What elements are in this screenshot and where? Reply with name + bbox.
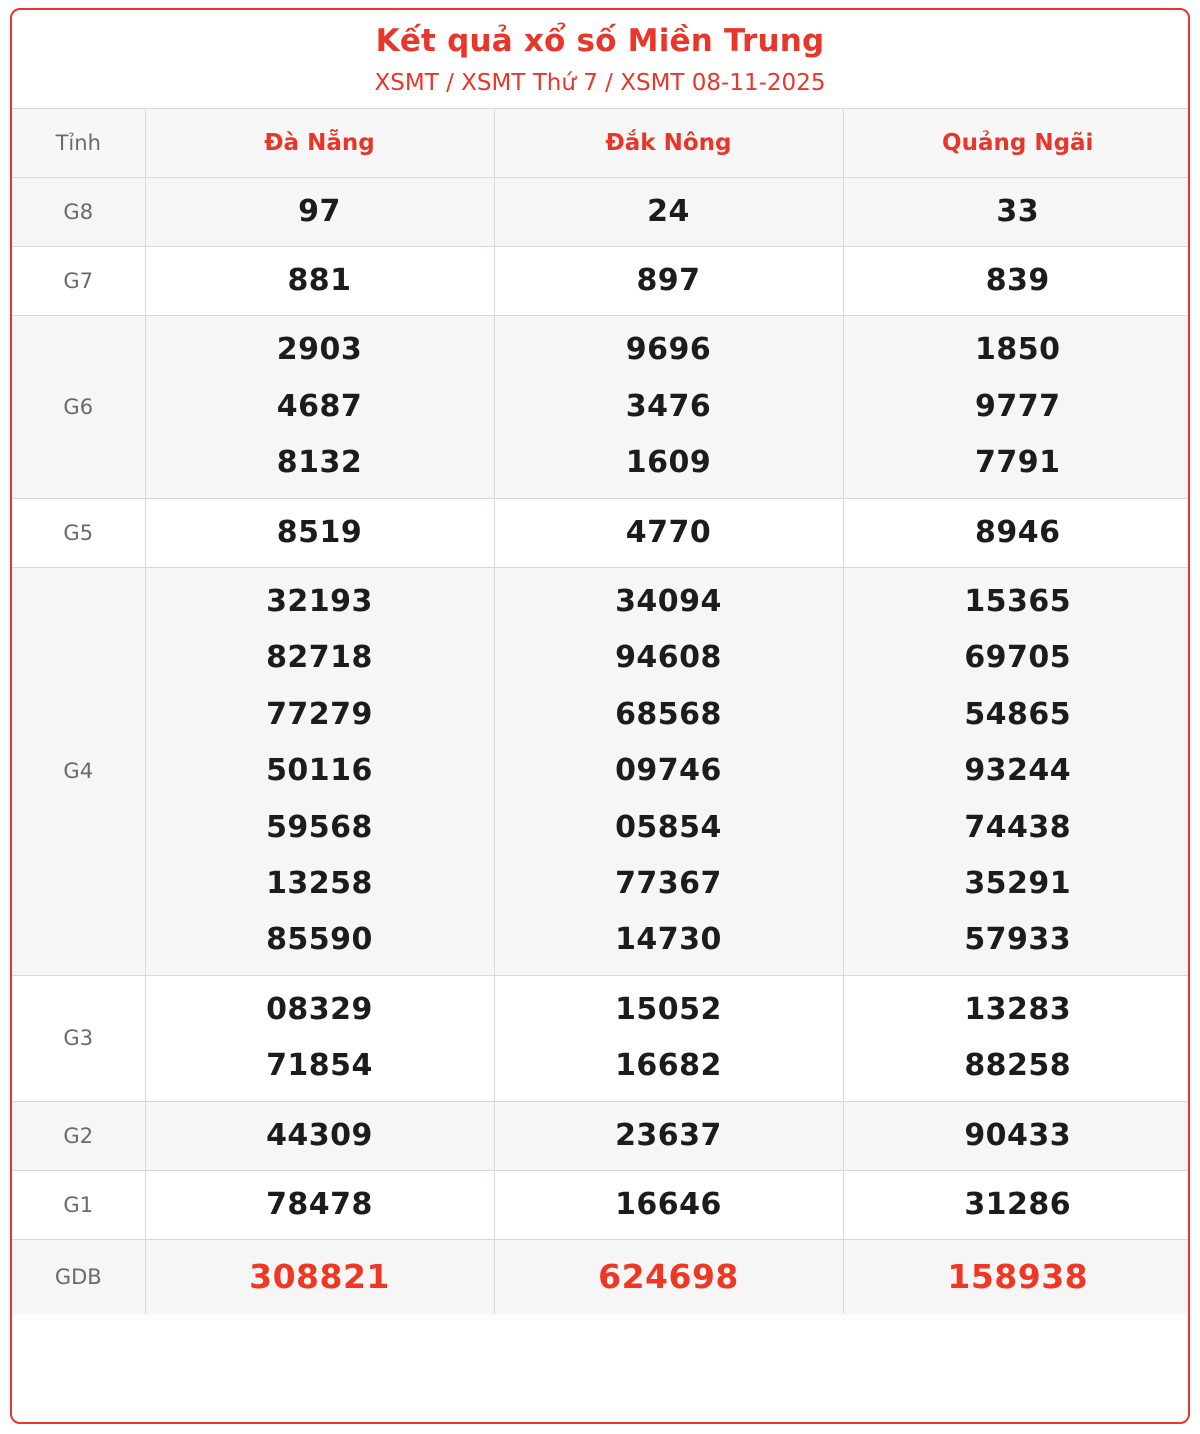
lottery-number: 35291 [964,865,1072,901]
prize-numbers-cell [843,247,1190,316]
lottery-number: 9696 [625,332,712,368]
table-row [12,247,1190,316]
lottery-number: 4770 [625,514,712,550]
lottery-number: 624698 [598,1257,739,1297]
lottery-number: 16646 [615,1186,722,1222]
prize-numbers-cell [145,568,494,976]
prize-label-g6: G6 [12,316,145,498]
column-header-province-1: Đà Nẵng [145,108,494,177]
lottery-number: 881 [287,263,352,299]
prize-numbers-cell [494,247,843,316]
lottery-number: 7791 [975,445,1061,481]
lottery-number: 34094 [615,584,722,620]
lottery-number: 33 [996,193,1040,229]
lottery-number: 13258 [266,865,373,901]
lottery-number: 308821 [249,1257,390,1297]
table-row [12,1170,1190,1239]
prize-numbers-cell [145,316,494,498]
lottery-number: 9777 [975,388,1061,424]
table-row [12,975,1190,1101]
lottery-number: 3476 [625,388,712,424]
prize-label-g3: G3 [12,975,145,1101]
prize-numbers-cell [145,1170,494,1239]
prize-numbers-cell [843,316,1190,498]
lottery-number: 14730 [615,922,722,958]
prize-numbers-cell [145,247,494,316]
lottery-number: 54865 [964,696,1072,732]
lottery-number: 32193 [266,584,373,620]
prize-numbers-cell [494,975,843,1101]
prize-numbers-cell [843,1101,1190,1170]
prize-numbers-cell [145,1101,494,1170]
lottery-number: 839 [985,263,1050,299]
prize-numbers-cell [843,1240,1190,1315]
table-row [12,1240,1190,1315]
lottery-number: 23637 [615,1117,722,1153]
prize-numbers-cell [843,1170,1190,1239]
lottery-number: 82718 [266,640,373,676]
prize-numbers-cell [145,498,494,567]
lottery-number: 24 [647,193,690,229]
lottery-number: 13283 [964,991,1072,1027]
lottery-number: 77367 [615,865,722,901]
prize-numbers-cell [843,498,1190,567]
lottery-number: 90433 [964,1117,1072,1153]
prize-numbers-cell [843,568,1190,976]
prize-label-g1: G1 [12,1170,145,1239]
breadcrumb-separator-2: / [605,70,613,97]
lottery-number: 71854 [266,1048,373,1084]
prize-numbers-cell [494,316,843,498]
table-row [12,498,1190,567]
lottery-number: 50116 [266,753,373,789]
prize-label-g2: G2 [12,1101,145,1170]
lottery-number: 78478 [266,1186,373,1222]
lottery-number: 31286 [964,1186,1072,1222]
prize-label-g7: G7 [12,247,145,316]
prize-numbers-cell [494,1101,843,1170]
lottery-number: 1609 [625,445,712,481]
lottery-number: 59568 [266,809,373,845]
lottery-number: 15365 [964,584,1072,620]
lottery-number: 05854 [615,809,722,845]
lottery-number: 69705 [964,640,1072,676]
prize-numbers-cell [843,177,1190,246]
table-row [12,316,1190,498]
prize-numbers-cell [494,568,843,976]
prize-label-gdb: GDB [12,1240,145,1315]
lottery-number: 8946 [975,514,1061,550]
card-header [12,10,1188,108]
table-row [12,1101,1190,1170]
lottery-number: 77279 [266,696,373,732]
prize-label-g4: G4 [12,568,145,976]
lottery-number: 158938 [947,1257,1089,1297]
prize-numbers-cell [145,177,494,246]
column-header-province-3: Quảng Ngãi [843,108,1190,177]
lottery-result-card [10,8,1190,1424]
lottery-number: 74438 [964,809,1072,845]
lottery-number: 57933 [964,922,1072,958]
prize-label-g5: G5 [12,498,145,567]
lottery-number: 897 [636,263,701,299]
prize-numbers-cell [145,1240,494,1315]
breadcrumb-item-region[interactable]: XSMT [374,70,439,97]
lottery-number: 68568 [615,696,722,732]
prize-numbers-cell [494,1240,843,1315]
results-table [12,108,1190,1315]
table-row [12,568,1190,976]
prize-numbers-cell [843,975,1190,1101]
lottery-number: 08329 [266,991,373,1027]
column-header-province-2: Đắk Nông [494,108,843,177]
prize-label-g8: G8 [12,177,145,246]
breadcrumb-item-weekday[interactable]: XSMT Thứ 7 [461,70,598,97]
lottery-number: 15052 [615,991,722,1027]
lottery-number: 88258 [964,1048,1072,1084]
lottery-number: 16682 [615,1048,722,1084]
lottery-number: 8132 [276,445,363,481]
prize-numbers-cell [494,498,843,567]
lottery-number: 2903 [276,332,363,368]
lottery-number: 09746 [615,753,722,789]
lottery-number: 4687 [276,388,363,424]
column-header-province-label: Tỉnh [12,108,145,177]
page-title: Kết quả xổ số Miền Trung [375,23,825,59]
lottery-number: 97 [298,193,341,229]
table-header-row [12,108,1190,177]
lottery-number: 1850 [975,332,1061,368]
breadcrumb-separator-1: / [446,70,454,97]
lottery-number: 85590 [266,922,373,958]
lottery-number: 44309 [266,1117,373,1153]
prize-numbers-cell [494,1170,843,1239]
breadcrumb [22,70,1178,98]
lottery-number: 93244 [964,753,1072,789]
breadcrumb-item-date[interactable]: XSMT 08-11-2025 [620,70,826,97]
prize-numbers-cell [494,177,843,246]
lottery-number: 94608 [615,640,722,676]
lottery-number: 8519 [276,514,363,550]
table-row [12,177,1190,246]
prize-numbers-cell [145,975,494,1101]
results-table-body [12,177,1190,1314]
